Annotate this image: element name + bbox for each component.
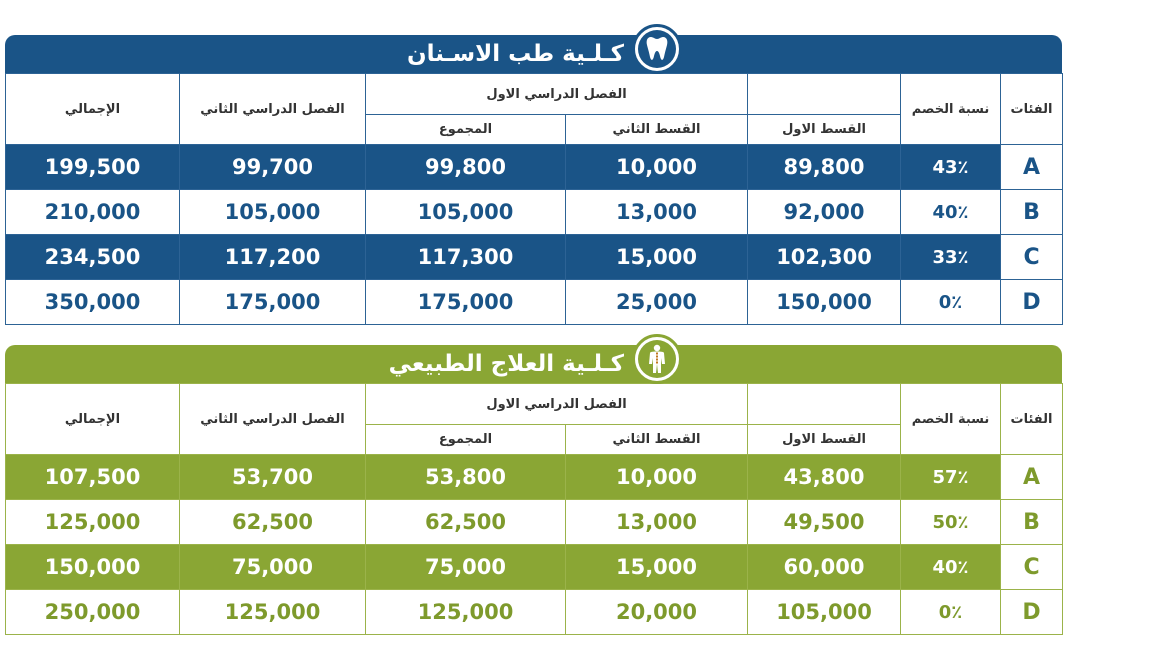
table-row [6, 190, 1063, 235]
dentistry-title: كـلـية طب الاسـنان [407, 41, 624, 67]
category-cell: B [1001, 500, 1063, 545]
header-second-installment: القسط الثاني [566, 425, 748, 455]
second-semester-cell: 105,000 [180, 190, 366, 235]
table-row [6, 500, 1063, 545]
category-cell: D [1001, 280, 1063, 325]
header-sum: المجموع [366, 425, 566, 455]
first-installment-cell: 102,300 [748, 235, 901, 280]
header-first-installment: القسط الاول [748, 115, 901, 145]
header-sum: المجموع [366, 115, 566, 145]
header-total: الإجمالي [6, 384, 180, 455]
second-semester-cell: 117,200 [180, 235, 366, 280]
category-cell: B [1001, 190, 1063, 235]
discount-cell: 0٪ [901, 280, 1001, 325]
header-total: الإجمالي [6, 74, 180, 145]
total-cell: 150,000 [6, 545, 180, 590]
header-discount: نسبة الخصم [901, 384, 1001, 455]
physiotherapy-fees-table [5, 383, 1063, 635]
table-row [6, 455, 1063, 500]
sum-cell: 125,000 [366, 590, 566, 635]
first-installment-cell: 43,800 [748, 455, 901, 500]
spine-body-icon [645, 344, 669, 374]
total-cell: 250,000 [6, 590, 180, 635]
first-installment-cell: 105,000 [748, 590, 901, 635]
first-installment-cell: 92,000 [748, 190, 901, 235]
discount-cell: 43٪ [901, 145, 1001, 190]
sum-cell: 99,800 [366, 145, 566, 190]
discount-cell: 40٪ [901, 545, 1001, 590]
table-row [6, 280, 1063, 325]
second-semester-cell: 125,000 [180, 590, 366, 635]
second-installment-cell: 20,000 [566, 590, 748, 635]
second-semester-cell: 53,700 [180, 455, 366, 500]
second-installment-cell: 10,000 [566, 455, 748, 500]
header-second-installment: القسط الثاني [566, 115, 748, 145]
total-cell: 199,500 [6, 145, 180, 190]
sum-cell: 75,000 [366, 545, 566, 590]
category-cell: A [1001, 145, 1063, 190]
header-blank [748, 384, 901, 425]
table-row [6, 590, 1063, 635]
discount-cell: 40٪ [901, 190, 1001, 235]
sum-cell: 117,300 [366, 235, 566, 280]
discount-cell: 0٪ [901, 590, 1001, 635]
header-first-installment: القسط الاول [748, 425, 901, 455]
dentistry-emblem [632, 24, 682, 74]
first-installment-cell: 49,500 [748, 500, 901, 545]
sum-cell: 105,000 [366, 190, 566, 235]
second-semester-cell: 62,500 [180, 500, 366, 545]
second-semester-cell: 175,000 [180, 280, 366, 325]
physiotherapy-title: كـلـية العلاج الطبيعي [388, 351, 624, 377]
sum-cell: 175,000 [366, 280, 566, 325]
tooth-icon [645, 36, 669, 62]
header-second-semester: الفصل الدراسي الثاني [180, 74, 366, 145]
header-second-semester: الفصل الدراسي الثاني [180, 384, 366, 455]
first-installment-cell: 150,000 [748, 280, 901, 325]
discount-cell: 33٪ [901, 235, 1001, 280]
dentistry-fees-table [5, 73, 1063, 325]
second-installment-cell: 10,000 [566, 145, 748, 190]
category-cell: C [1001, 545, 1063, 590]
discount-cell: 50٪ [901, 500, 1001, 545]
discount-cell: 57٪ [901, 455, 1001, 500]
header-categories: الفئات [1001, 74, 1063, 145]
table-row [6, 145, 1063, 190]
second-installment-cell: 25,000 [566, 280, 748, 325]
total-cell: 234,500 [6, 235, 180, 280]
sum-cell: 62,500 [366, 500, 566, 545]
second-installment-cell: 15,000 [566, 545, 748, 590]
second-installment-cell: 15,000 [566, 235, 748, 280]
first-installment-cell: 60,000 [748, 545, 901, 590]
dentistry-section [5, 35, 1062, 325]
category-cell: C [1001, 235, 1063, 280]
header-blank [748, 74, 901, 115]
second-semester-cell: 75,000 [180, 545, 366, 590]
header-first-semester: الفصل الدراسي الاول [366, 384, 748, 425]
total-cell: 125,000 [6, 500, 180, 545]
sum-cell: 53,800 [366, 455, 566, 500]
physiotherapy-banner [5, 345, 1062, 383]
header-first-semester: الفصل الدراسي الاول [366, 74, 748, 115]
second-semester-cell: 99,700 [180, 145, 366, 190]
second-installment-cell: 13,000 [566, 500, 748, 545]
dentistry-banner [5, 35, 1062, 73]
second-installment-cell: 13,000 [566, 190, 748, 235]
header-discount: نسبة الخصم [901, 74, 1001, 145]
total-cell: 350,000 [6, 280, 180, 325]
category-cell: A [1001, 455, 1063, 500]
table-row [6, 545, 1063, 590]
total-cell: 210,000 [6, 190, 180, 235]
total-cell: 107,500 [6, 455, 180, 500]
table-row [6, 235, 1063, 280]
first-installment-cell: 89,800 [748, 145, 901, 190]
physiotherapy-emblem [632, 334, 682, 384]
header-categories: الفئات [1001, 384, 1063, 455]
physiotherapy-section [5, 345, 1062, 635]
category-cell: D [1001, 590, 1063, 635]
